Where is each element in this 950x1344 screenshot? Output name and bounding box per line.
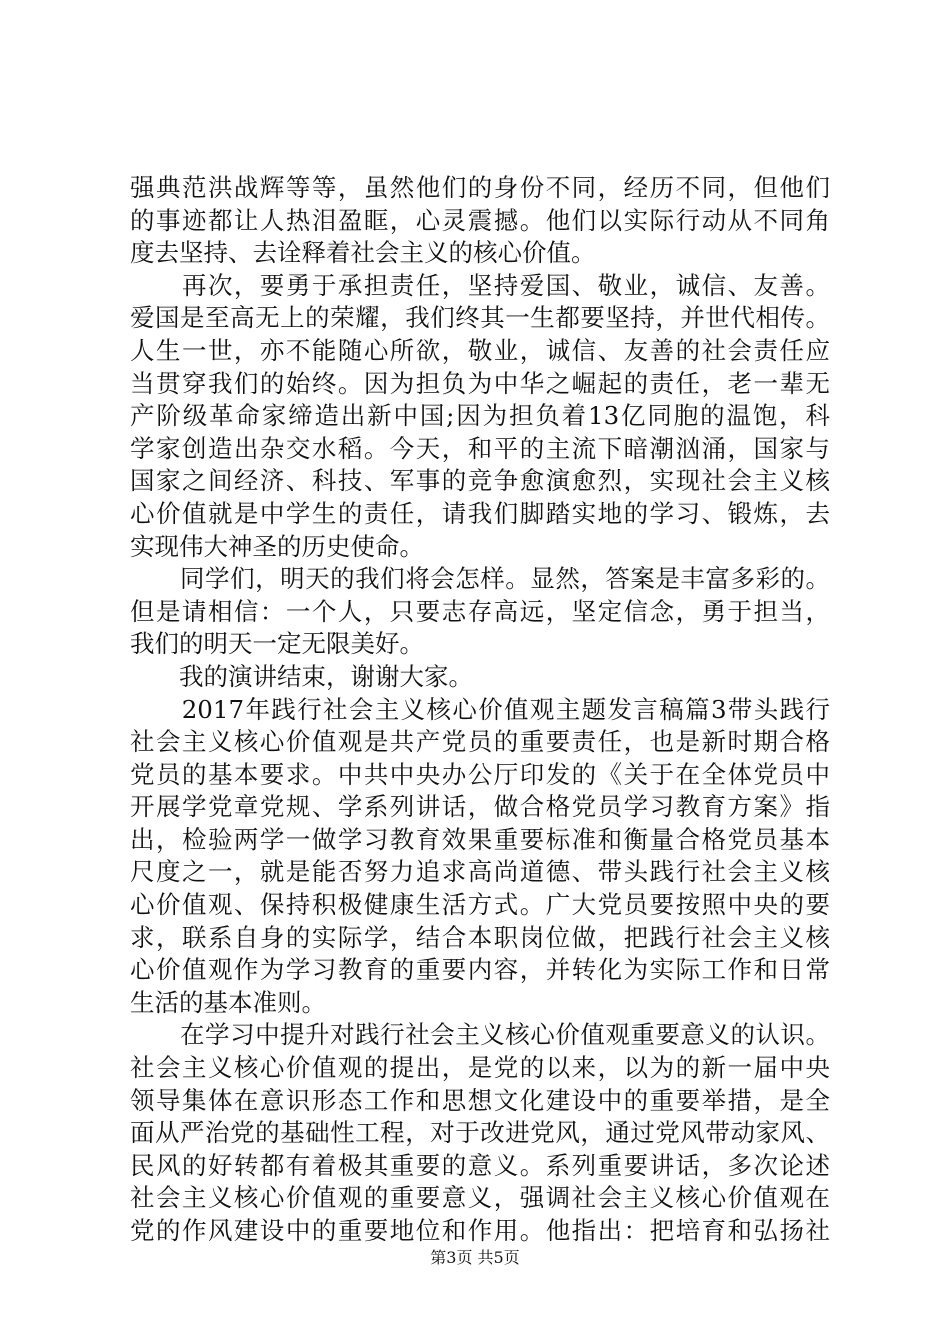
- text-line: 2017年践行社会主义核心价值观主题发言稿篇3带头践行: [130, 694, 830, 724]
- text-line: 的事迹都让人热泪盈眶，心灵震撼。他们以实际行动从不同角: [130, 205, 830, 235]
- text-line: 实现伟大神圣的历史使命。: [130, 531, 424, 561]
- text-line: 同学们，明天的我们将会怎样。显然，答案是丰富多彩的。: [130, 564, 830, 594]
- text-line: 我们的明天一定无限美好。: [130, 629, 424, 659]
- text-line: 学家创造出杂交水稻。今天，和平的主流下暗潮汹涌，国家与: [130, 433, 830, 463]
- text-line: 生活的基本准则。: [130, 987, 326, 1017]
- text-line: 社会主义核心价值观的提出，是党的以来，以为的新一届中央: [130, 1053, 830, 1083]
- text-line: 出，检验两学一做学习教育效果重要标准和衡量合格党员基本: [130, 824, 830, 854]
- text-line: 国家之间经济、科技、军事的竞争愈演愈烈，实现社会主义核: [130, 466, 830, 496]
- text-line: 党的作风建设中的重要地位和作用。他指出：把培育和弘扬社: [130, 1216, 830, 1245]
- text-line: 民风的好转都有着极其重要的意义。系列重要讲话，多次论述: [130, 1150, 830, 1180]
- text-line: 党员的基本要求。中共中央办公厅印发的《关于在全体党员中: [130, 759, 830, 789]
- text-line: 尺度之一，就是能否努力追求高尚道德、带头践行社会主义核: [130, 857, 830, 887]
- text-line: 开展学党章党规、学系列讲话，做合格党员学习教育方案》指: [130, 792, 830, 822]
- text-line: 人生一世，亦不能随心所欲，敬业，诚信、友善的社会责任应: [130, 335, 830, 365]
- text-line: 度去坚持、去诠释着社会主义的核心价值。: [130, 238, 596, 268]
- text-line: 但是请相信：一个人，只要志存高远，坚定信念，勇于担当，: [130, 596, 830, 626]
- text-line: 心价值就是中学生的责任，请我们脚踏实地的学习、锻炼，去: [130, 498, 830, 528]
- text-line: 社会主义核心价值观是共产党员的重要责任，也是新时期合格: [130, 727, 830, 757]
- text-line: 在学习中提升对践行社会主义核心价值观重要意义的认识。: [130, 1020, 830, 1050]
- text-line: 我的演讲结束，谢谢大家。: [130, 661, 473, 691]
- text-line: 再次，要勇于承担责任，坚持爱国、敬业，诚信、友善。: [130, 270, 830, 300]
- text-line: 心价值观作为学习教育的重要内容，并转化为实际工作和日常: [130, 955, 830, 985]
- text-line: 领导集体在意识形态工作和思想文化建设中的重要举措，是全: [130, 1085, 830, 1115]
- text-line: 面从严治党的基础性工程，对于改进党风，通过党风带动家风、: [130, 1118, 830, 1148]
- body-text: [130, 172, 830, 1248]
- text-line: 当贯穿我们的始终。因为担负为中华之崛起的责任，老一辈无: [130, 368, 830, 398]
- text-line: 爱国是至高无上的荣耀，我们终其一生都要坚持，并世代相传。: [130, 303, 830, 333]
- text-line: 求，联系自身的实际学，结合本职岗位做，把践行社会主义核: [130, 922, 830, 952]
- text-line: 社会主义核心价值观的重要意义，强调社会主义核心价值观在: [130, 1183, 830, 1213]
- text-line: 强典范洪战辉等等，虽然他们的身份不同，经历不同，但他们: [130, 173, 830, 202]
- page-footer: 第3页 共5页: [430, 1248, 520, 1267]
- text-line: 产阶级革命家缔造出新中国;因为担负着13亿同胞的温饱，科: [130, 401, 830, 431]
- text-line: 心价值观、保持积极健康生活方式。广大党员要按照中央的要: [130, 890, 830, 920]
